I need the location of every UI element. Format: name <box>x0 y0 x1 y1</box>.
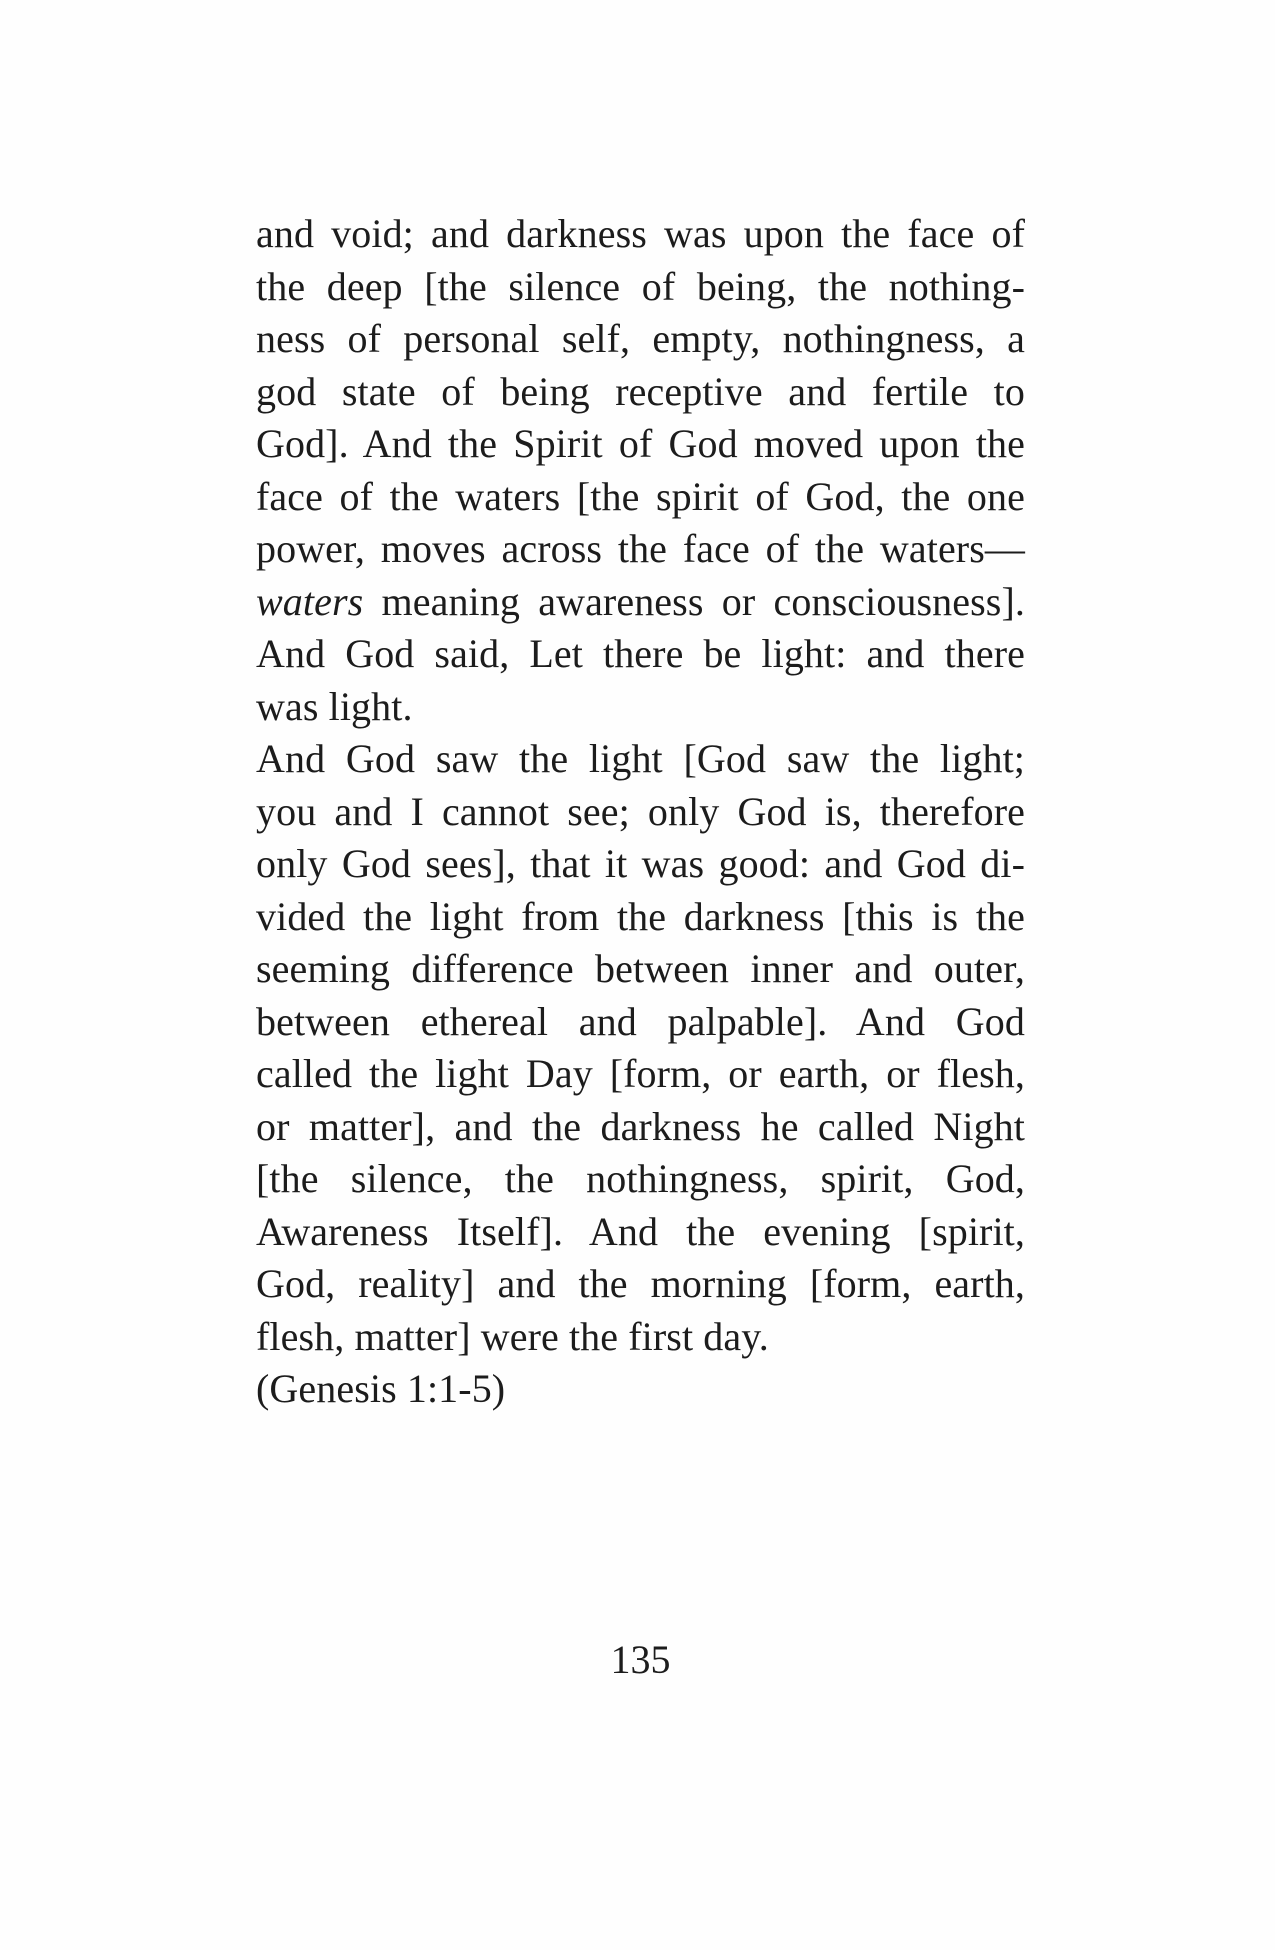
text-line <box>256 471 1025 524</box>
text-line <box>256 838 1025 891</box>
text-segment: And God said, Let there be light: and there <box>256 631 1025 676</box>
text-line <box>256 261 1025 314</box>
text-segment: ness of personal self, empty, nothingness, a <box>256 316 1025 361</box>
text-segment: the deep [the silence of being, the nothing- <box>256 263 1025 309</box>
text-line <box>256 891 1025 944</box>
page-number: 135 <box>610 1637 671 1682</box>
text-segment: you and I cannot see; only God is, therefore <box>256 788 1025 834</box>
text-line <box>256 733 1025 786</box>
text-line <box>256 208 1025 261</box>
text-segment: power, moves across the face of the waters— <box>256 526 1025 571</box>
scripture-quote-block <box>256 208 1025 1416</box>
text-segment: was light. <box>256 683 413 729</box>
text-segment: [the silence, the nothingness, spirit, God, <box>256 1156 1025 1201</box>
text-segment: between ethereal and palpable]. And God <box>256 998 1025 1044</box>
text-line <box>256 418 1025 471</box>
text-line <box>256 1101 1025 1154</box>
text-segment: face of the waters [the spirit of God, the one <box>256 473 1025 519</box>
text-line <box>256 996 1025 1049</box>
text-line <box>256 1206 1025 1259</box>
text-line <box>256 628 1025 681</box>
text-line <box>256 786 1025 839</box>
text-line <box>256 1048 1025 1101</box>
text-segment: god state of being receptive and fertile to <box>256 368 1025 414</box>
text-segment: vided the light from the darkness [this is the <box>256 893 1025 939</box>
text-line <box>256 1153 1025 1206</box>
text-line <box>256 1363 1025 1416</box>
text-segment: or matter], and the darkness he called Night <box>256 1103 1025 1149</box>
text-line <box>256 681 1025 734</box>
text-segment: seeming difference between inner and outer, <box>256 946 1025 991</box>
text-segment: God]. And the Spirit of God moved upon the <box>256 421 1025 466</box>
text-line <box>256 576 1025 629</box>
text-line <box>256 523 1025 576</box>
text-line <box>256 313 1025 366</box>
text-line <box>256 943 1025 996</box>
text-line <box>256 366 1025 419</box>
text-segment: God, reality] and the morning [form, earth, <box>256 1261 1025 1306</box>
text-segment: called the light Day [form, or earth, or flesh, <box>256 1051 1025 1096</box>
text-line <box>256 1258 1025 1311</box>
italic-text-segment: waters <box>256 578 364 624</box>
text-line <box>256 1311 1025 1364</box>
text-segment: flesh, matter] were the first day. <box>256 1313 769 1359</box>
text-segment: (Genesis 1:1-5) <box>256 1366 506 1411</box>
text-segment: and void; and darkness was upon the face of <box>256 211 1025 256</box>
text-segment: And God saw the light [God saw the light; <box>256 736 1025 781</box>
text-segment: Awareness Itself]. And the evening [spirit, <box>256 1208 1025 1254</box>
text-segment: only God sees], that it was good: and God di- <box>256 841 1025 886</box>
text-segment: meaning awareness or consciousness]. <box>363 578 1025 624</box>
